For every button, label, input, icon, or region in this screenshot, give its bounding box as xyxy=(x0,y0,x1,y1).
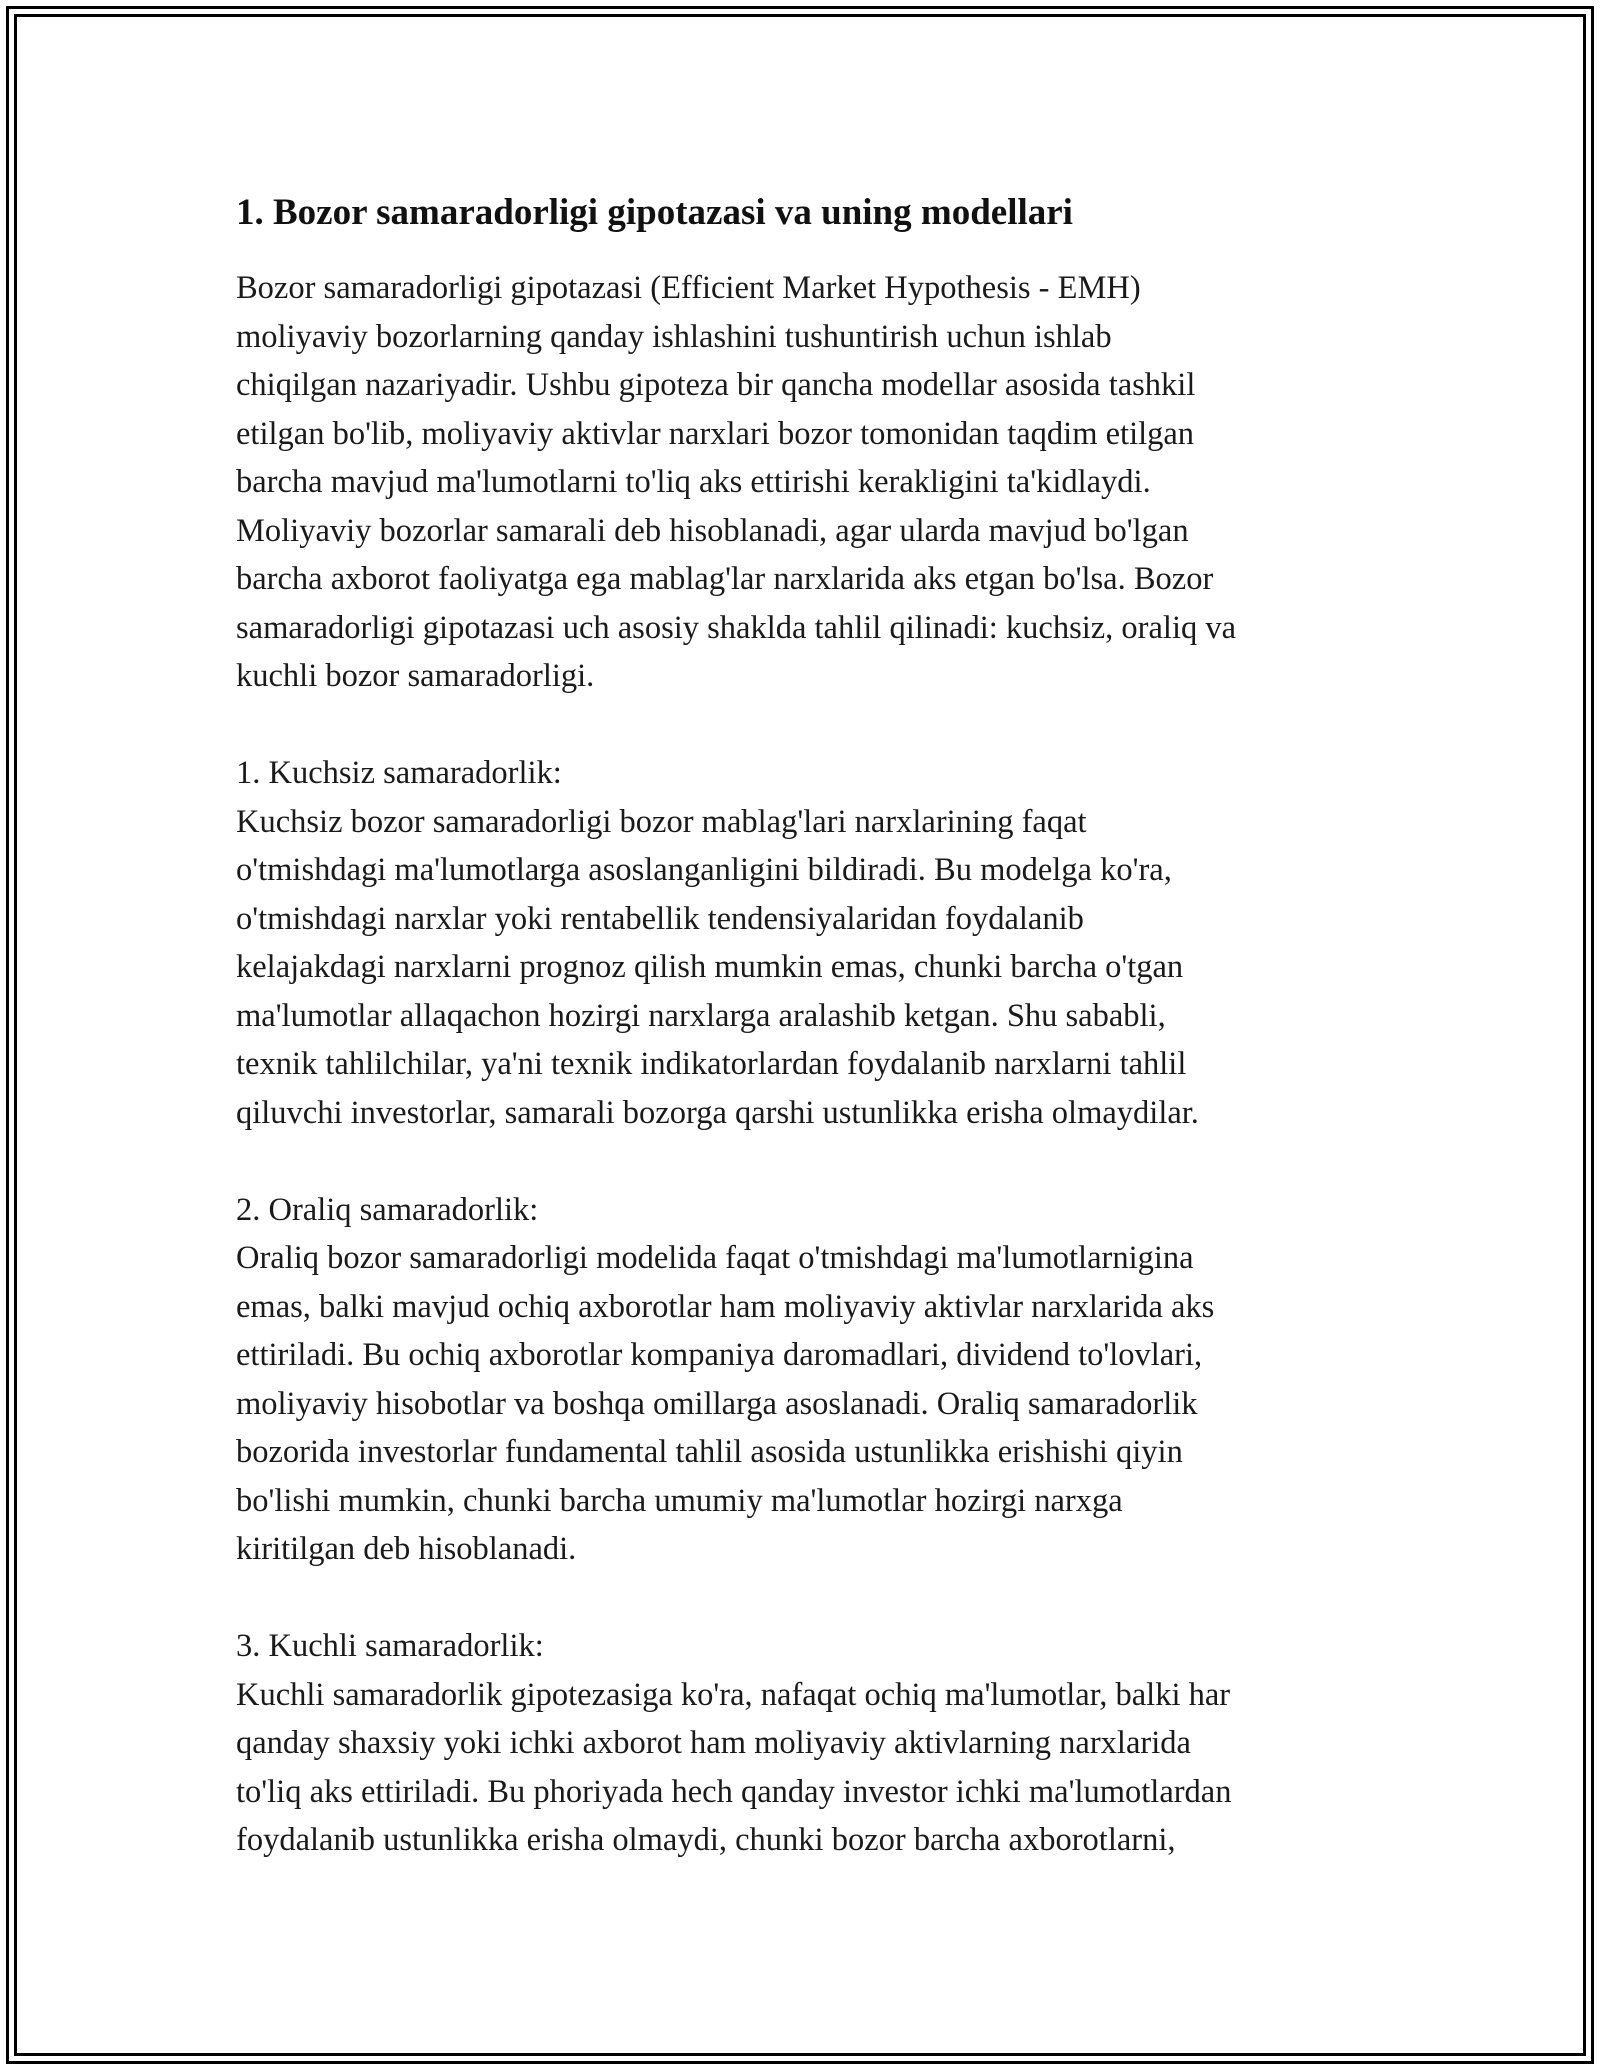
section-heading-strong: 3. Kuchli samaradorlik: xyxy=(236,1628,544,1664)
document-content xyxy=(236,188,1386,1865)
section-body-semi-strong: Oraliq bozor samaradorligi modelida faqat o'tmishdagi ma'lumotlarnigina emas, balki mavjud ochiq axborotlar ham moliyaviy aktivlar narxlarida aks ettiriladi. Bu ochiq axborotlar kompaniya daromadlari, dividend to'lovlari, moliyaviy hisobotlar va boshqa omillarga asoslanadi. Oraliq samaradorlik bozorida investorlar fundamental tahlil asosida ustunlikka erishishi qiyin bo'lishi mumkin, chunki barcha umumiy ma'lumotlar hozirgi narxga kiritilgan deb hisoblanadi. xyxy=(236,1240,1215,1567)
section-heading-semi-strong: 2. Oraliq samaradorlik: xyxy=(236,1191,539,1228)
section-heading-weak: 1. Kuchsiz samaradorlik: xyxy=(236,755,562,791)
document-title: 1. Bozor samaradorligi gipotazasi va uning modellari xyxy=(236,192,1073,233)
paragraph-gap xyxy=(236,701,1386,750)
paragraph-gap xyxy=(236,1574,1386,1623)
paragraph-gap xyxy=(236,1137,1386,1186)
section-body-strong: Kuchli samaradorlik gipotezasiga ko'ra, nafaqat ochiq ma'lumotlar, balki har qanday shaxsiy yoki ichki axborot ham moliyaviy aktivlarning narxlarida to'liq aks ettiriladi. Bu phoriyada hech qanday investor ichki ma'lumotlardan foydalanib ustunlikka erisha olmaydi, chunki bozor barcha axborotlarni, xyxy=(236,1676,1232,1858)
section-body-weak: Kuchsiz bozor samaradorligi bozor mablag'lari narxlarining faqat o'tmishdagi ma'lumotlarga asoslanganligini bildiradi. Bu modelga ko'ra, o'tmishdagi narxlar yoki rentabellik tendensiyalaridan foydalanib kelajakdagi narxlarni prognoz qilish mumkin emas, chunki barcha o'tgan ma'lumotlar allaqachon hozirgi narxlarga aralashib ketgan. Shu sababli, texnik tahlilchilar, ya'ni texnik indikatorlardan foydalanib narxlarni tahlil qiluvchi investorlar, samarali bozorga qarshi ustunlikka erisha olmaydilar. xyxy=(236,803,1199,1131)
intro-paragraph: Bozor samaradorligi gipotazasi (Efficient Market Hypothesis - EMH) moliyaviy bozorlarning qanday ishlashini tushuntirish uchun ishlab chiqilgan nazariyadir. Ushbu gipoteza bir qancha modellar asosida tashkil etilgan bo'lib, moliyaviy aktivlar narxlari bozor tomonidan taqdim etilgan barcha mavjud ma'lumotlarni to'liq aks ettirishi kerakligini ta'kidlaydi. Moliyaviy bozorlar samarali deb hisoblanadi, agar ularda mavjud bo'lgan barcha axborot faoliyatga ega mablag'lar narxlarida aks etgan bo'lsa. Bozor samaradorligi gipotazasi uch asosiy shaklda tahlil qilinadi: kuchsiz, oraliq va kuchli bozor samaradorligi. xyxy=(236,270,1237,694)
